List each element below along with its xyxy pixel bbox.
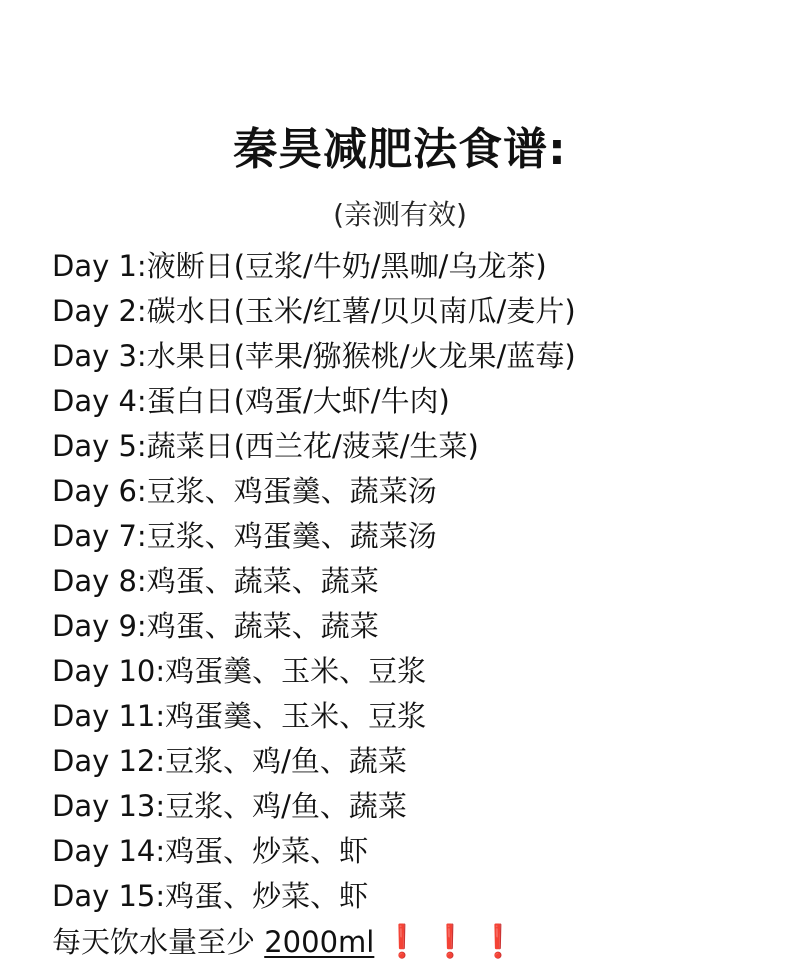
list-item [52, 514, 576, 559]
meal-text: 鸡蛋、炒菜、虾 [165, 879, 369, 913]
meal-text: 豆浆、鸡蛋羹、蔬菜汤 [146, 474, 437, 508]
list-item [52, 559, 576, 604]
meal-plan-list [52, 244, 576, 919]
list-item [52, 604, 576, 649]
list-item [52, 874, 576, 919]
day-label: Day 11: [52, 699, 166, 733]
day-label: Day 12: [52, 744, 166, 778]
page-title: 秦昊减肥法食谱: [233, 124, 567, 175]
list-item [52, 469, 576, 514]
day-label: Day 13: [52, 789, 166, 823]
meal-text: 豆浆、鸡/鱼、蔬菜 [165, 789, 407, 823]
day-label: Day 4: [52, 384, 147, 418]
water-amount: 2000ml [264, 925, 375, 959]
day-label: Day 6: [52, 474, 147, 508]
meal-text: 鸡蛋、蔬菜、蔬菜 [146, 564, 379, 598]
list-item [52, 289, 576, 334]
meal-text: 鸡蛋羹、玉米、豆浆 [165, 699, 427, 733]
exclamation-icon: ❗ [478, 922, 518, 960]
water-note-text: 每天饮水量至少 [52, 925, 265, 959]
list-item [52, 244, 576, 289]
list-item [52, 784, 576, 829]
meal-text: 蔬菜日(西兰花/菠菜/生菜) [146, 429, 479, 463]
meal-text: 碳水日(玉米/红薯/贝贝南瓜/麦片) [146, 294, 576, 328]
exclamation-icon: ❗ [430, 922, 471, 960]
meal-text: 液断日(豆浆/牛奶/黑咖/乌龙茶) [146, 249, 547, 283]
day-label: Day 8: [52, 564, 147, 598]
day-label: Day 5: [52, 429, 147, 463]
meal-text: 水果日(苹果/猕猴桃/火龙果/蓝莓) [146, 339, 576, 373]
day-label: Day 9: [52, 609, 147, 643]
list-item [52, 739, 576, 784]
list-item [52, 424, 576, 469]
list-item [52, 379, 576, 424]
day-label: Day 7: [52, 519, 147, 553]
day-label: Day 3: [52, 339, 147, 373]
list-item [52, 334, 576, 379]
day-label: Day 1: [52, 249, 147, 283]
list-item [52, 829, 576, 874]
water-note [52, 919, 518, 964]
meal-text: 豆浆、鸡/鱼、蔬菜 [165, 744, 407, 778]
meal-text: 豆浆、鸡蛋羹、蔬菜汤 [146, 519, 437, 553]
meal-text: 鸡蛋羹、玉米、豆浆 [165, 654, 427, 688]
day-label: Day 15: [52, 879, 166, 913]
meal-text: 蛋白日(鸡蛋/大虾/牛肉) [146, 384, 450, 418]
exclamation-icon: ❗ [382, 922, 423, 960]
list-item [52, 694, 576, 739]
day-label: Day 10: [52, 654, 166, 688]
meal-text: 鸡蛋、炒菜、虾 [165, 834, 369, 868]
day-label: Day 14: [52, 834, 166, 868]
meal-text: 鸡蛋、蔬菜、蔬菜 [146, 609, 379, 643]
list-item [52, 649, 576, 694]
day-label: Day 2: [52, 294, 147, 328]
page-subtitle: (亲测有效) [333, 198, 467, 231]
